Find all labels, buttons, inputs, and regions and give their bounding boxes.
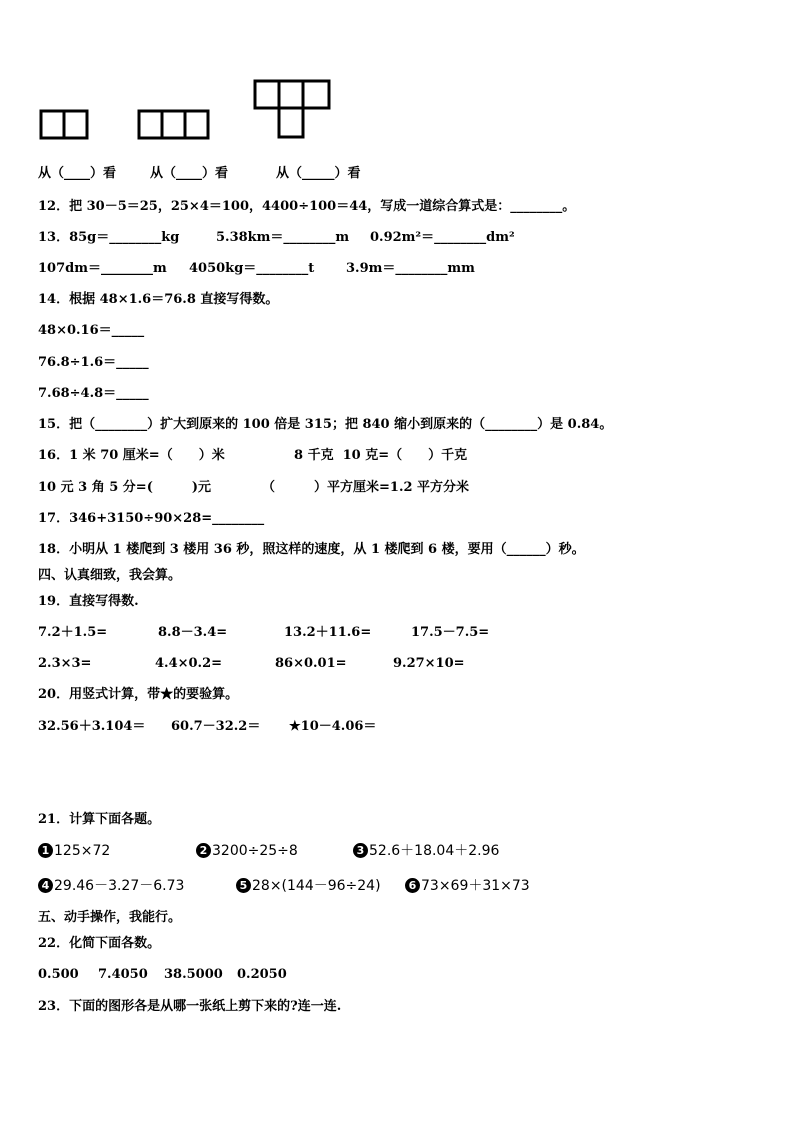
question-23: 23．下面的图形各是从哪一张纸上剪下来的?连一连. [38, 999, 342, 1014]
section-5-heading: 五、动手操作，我能行。 [38, 910, 182, 925]
question-17: 17．346+3150÷90×28=________ [38, 511, 265, 526]
view-label-2: 从（____）看 [150, 166, 229, 181]
question-12: 12．把 30－5＝25，25×4＝100，4400÷100＝44，写成一道综合算式是：________。 [38, 199, 576, 214]
q19-item-6: 4.4×0.2= [155, 656, 223, 671]
q19-item-8: 9.27×10= [393, 656, 465, 671]
q20-item-1: 32.56＋3.104＝ [38, 719, 146, 734]
q20-item-3: ★10－4.06＝ [289, 719, 377, 734]
number-circle-3: 3 [353, 843, 368, 858]
q20-item-2: 60.7－32.2＝ [171, 719, 261, 734]
number-circle-6: 6 [405, 878, 420, 893]
q19-item-7: 86×0.01= [275, 656, 347, 671]
q22-item-4: 0.2050 [237, 967, 287, 982]
q19-item-5: 2.3×3= [38, 656, 92, 671]
view-label-3: 从（_____）看 [276, 166, 361, 181]
q13-item-3: 0.92m²＝________dm² [370, 230, 515, 245]
number-circle-2: 2 [196, 843, 211, 858]
question-20: 20．用竖式计算，带★的要验算。 [38, 687, 239, 702]
q14-item-1: 48×0.16＝_____ [38, 323, 145, 338]
q22-item-2: 7.4050 [98, 967, 148, 982]
q21-expr-5: 28×(144－96÷24) [252, 878, 381, 894]
q13-item-2: 5.38km＝________m [216, 230, 350, 245]
q21-expr-2: 3200÷25÷8 [212, 843, 298, 859]
q19-item-4: 17.5－7.5= [411, 625, 490, 640]
q21-item-6 [405, 878, 530, 894]
q16-item-4: （ ）平方厘米=1.2 平方分米 [262, 480, 470, 495]
q21-item-2 [196, 843, 298, 859]
q19-item-2: 8.8－3.4= [158, 625, 228, 640]
q21-item-1 [38, 843, 110, 859]
q21-item-4 [38, 878, 184, 894]
q16-item-1: 16．1 米 70 厘米=（ ）米 [38, 448, 225, 463]
q19-item-3: 13.2＋11.6= [284, 625, 372, 640]
q22-item-1: 0.500 [38, 967, 79, 982]
q13-item-6: 3.9m＝________mm [346, 261, 475, 276]
section-4-heading: 四、认真细致，我会算。 [38, 568, 182, 583]
view-t-shape [255, 81, 329, 137]
q21-item-5 [236, 878, 381, 894]
question-15: 15．把（________）扩大到原来的 100 倍是 315；把 840 缩小到原来的（________）是 0.84。 [38, 417, 613, 432]
q13-item-4: 107dm＝________m [38, 261, 167, 276]
q16-item-3: 10 元 3 角 5 分=( )元 [38, 480, 212, 495]
view-label-1: 从（____）看 [38, 166, 117, 181]
question-19: 19．直接写得数. [38, 594, 139, 609]
question-22: 22．化简下面各数。 [38, 936, 161, 951]
question-21: 21．计算下面各题。 [38, 812, 161, 827]
q16-item-2: 8 千克 10 克=（ ）千克 [294, 448, 468, 463]
view-two-squares [41, 111, 87, 138]
q19-item-1: 7.2＋1.5= [38, 625, 108, 640]
question-18: 18．小明从 1 楼爬到 3 楼用 36 秒，照这样的速度，从 1 楼爬到 6 楼，要用（______）秒。 [38, 542, 585, 557]
q13-item-1: 13．85g＝________kg [38, 230, 180, 245]
view-three-squares [139, 111, 208, 138]
q14-item-2: 76.8÷1.6＝_____ [38, 355, 149, 370]
q21-expr-4: 29.46－3.27－6.73 [54, 878, 185, 894]
q22-item-3: 38.5000 [164, 967, 223, 982]
number-circle-1: 1 [38, 843, 53, 858]
views-figure [0, 0, 794, 150]
number-circle-4: 4 [38, 878, 53, 893]
q21-expr-6: 73×69＋31×73 [421, 878, 530, 894]
q21-expr-1: 125×72 [54, 843, 111, 859]
q21-item-3 [353, 843, 499, 859]
q21-expr-3: 52.6＋18.04＋2.96 [369, 843, 500, 859]
question-14: 14．根据 48×1.6＝76.8 直接写得数。 [38, 292, 279, 307]
number-circle-5: 5 [236, 878, 251, 893]
q13-item-5: 4050kg＝________t [189, 261, 315, 276]
q14-item-3: 7.68÷4.8＝_____ [38, 386, 149, 401]
